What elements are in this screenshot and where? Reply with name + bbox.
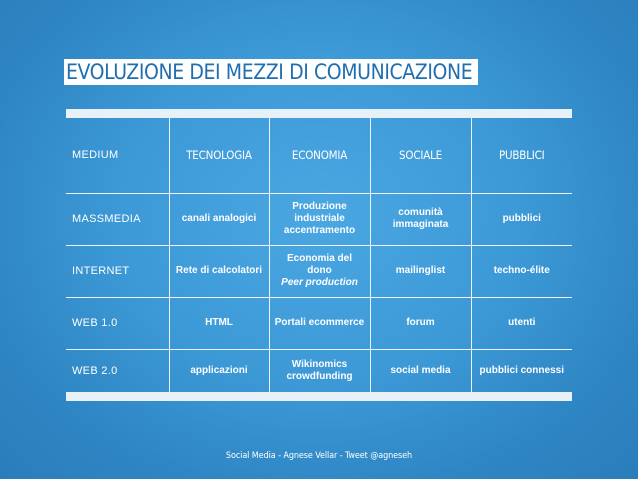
table-row <box>66 349 572 392</box>
row-medium: MASSMEDIA <box>66 193 169 245</box>
cell-economia: Produzione industriale accentramento <box>269 193 370 245</box>
slide-footer: Social Media - Agnese Vellar - Tweet @agneseh <box>225 451 413 461</box>
cell-sociale: forum <box>370 297 471 349</box>
cell-tecnologia: applicazioni <box>169 349 269 392</box>
table-row <box>66 193 572 245</box>
table-top-rule <box>66 109 572 118</box>
cell-economia: Wikinomics crowdfunding <box>269 349 370 392</box>
cell-pubblici: utenti <box>471 297 572 349</box>
cell-sociale: comunità immaginata <box>370 193 471 245</box>
cell-pubblici: pubblici connessi <box>479 364 564 376</box>
evolution-table <box>66 118 572 392</box>
header-pubblici: PUBBLICI <box>471 118 572 193</box>
header-sociale: SOCIALE <box>370 118 471 193</box>
row-medium: INTERNET <box>66 245 169 297</box>
header-medium: MEDIUM <box>66 118 169 193</box>
cell-pubblici: techno-élite <box>471 245 572 297</box>
row-medium: WEB 1.0 <box>66 297 169 349</box>
row-medium: WEB 2.0 <box>66 349 169 392</box>
cell-economia-main: Economia del dono <box>286 253 352 276</box>
cell-economia-italic: Peer production <box>281 277 358 288</box>
table-row <box>66 245 572 297</box>
slide-title: EVOLUZIONE DEI MEZZI DI COMUNICAZIONE <box>64 59 478 85</box>
table-row <box>66 297 572 349</box>
table-header-row <box>66 118 572 193</box>
cell-sociale: mailinglist <box>370 245 471 297</box>
header-economia: ECONOMIA <box>269 118 370 193</box>
cell-economia: Portali ecommerce <box>269 297 370 349</box>
cell-tecnologia: canali analogici <box>169 193 269 245</box>
cell-pubblici: pubblici <box>471 193 572 245</box>
header-tecnologia: TECNOLOGIA <box>169 118 269 193</box>
table-bottom-rule <box>66 392 572 401</box>
cell-economia <box>269 245 370 297</box>
cell-sociale: social media <box>370 349 471 392</box>
cell-tecnologia: Rete di calcolatori <box>169 245 269 297</box>
cell-tecnologia: HTML <box>169 297 269 349</box>
